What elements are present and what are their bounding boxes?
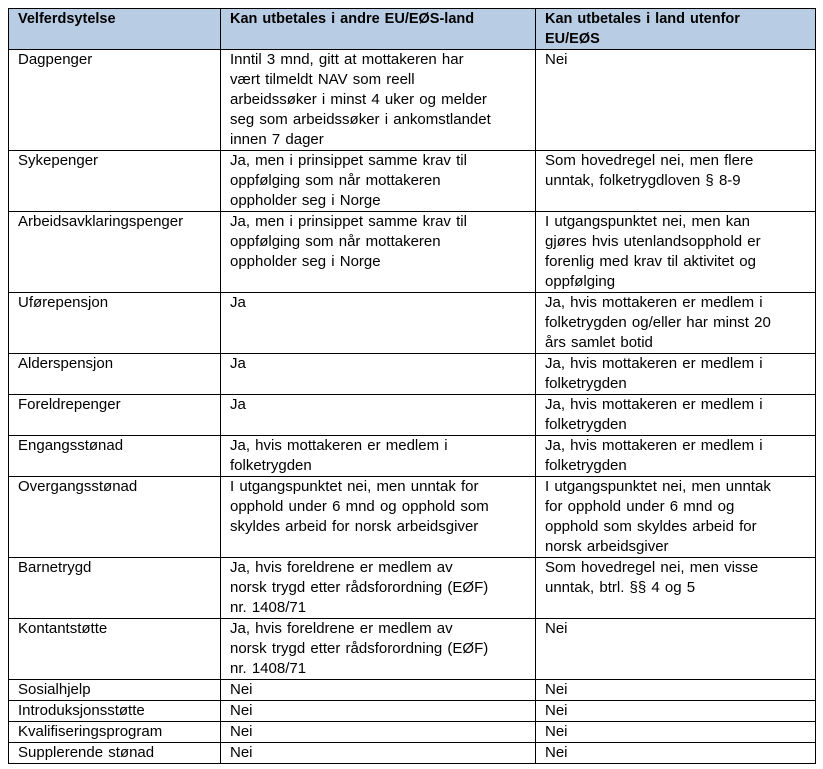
table-row: [9, 680, 816, 701]
eu-eos-rule: Nei: [230, 723, 253, 740]
benefit-name: Barnetrygd: [18, 559, 92, 576]
outside-eu-eos-cell: [536, 619, 816, 680]
eu-eos-cell: [221, 619, 536, 680]
eu-eos-cell: [221, 354, 536, 395]
outside-eu-eos-cell: [536, 395, 816, 436]
outside-eu-eos-rule: Nei: [545, 702, 568, 719]
header-row: [9, 9, 816, 50]
table-row: [9, 558, 816, 619]
eu-eos-cell: [221, 558, 536, 619]
table-row: [9, 701, 816, 722]
outside-eu-eos-rule: Nei: [545, 723, 568, 740]
benefit-name: Alderspensjon: [18, 355, 114, 372]
table-body: [9, 50, 816, 764]
column-header-label: Kan utbetales i andre EU/EØS-land: [230, 11, 475, 27]
benefit-cell: [9, 477, 221, 558]
column-header-label: Kan utbetales i land utenfor EU/EØS: [545, 11, 740, 47]
benefit-name: Kontantstøtte: [18, 620, 108, 637]
eu-eos-cell: [221, 701, 536, 722]
outside-eu-eos-rule: Nei: [545, 620, 568, 637]
table-row: [9, 354, 816, 395]
eu-eos-rule: Ja: [230, 294, 246, 311]
eu-eos-cell: [221, 722, 536, 743]
table-row: [9, 151, 816, 212]
outside-eu-eos-cell: [536, 293, 816, 354]
outside-eu-eos-rule: Ja, hvis mottakeren er medlem i folketrygden: [545, 355, 763, 392]
eu-eos-rule: Ja, hvis foreldrene er medlem av norsk trygd etter rådsforordning (EØF) nr. 1408/71: [230, 620, 489, 677]
outside-eu-eos-rule: Ja, hvis mottakeren er medlem i folketrygden: [545, 396, 763, 433]
outside-eu-eos-cell: [536, 212, 816, 293]
benefit-name: Sosialhjelp: [18, 681, 91, 698]
table-row: [9, 293, 816, 354]
outside-eu-eos-cell: [536, 743, 816, 764]
benefit-cell: [9, 293, 221, 354]
benefit-cell: [9, 50, 221, 151]
column-header-label: Velferdsytelse: [18, 11, 116, 27]
benefits-table: [8, 8, 816, 764]
eu-eos-rule: Nei: [230, 702, 253, 719]
table-row: [9, 743, 816, 764]
eu-eos-cell: [221, 743, 536, 764]
table-row: [9, 477, 816, 558]
outside-eu-eos-rule: I utgangspunktet nei, men kan gjøres hvis utenlandsopphold er forenlig med krav til aktivitet og oppfølging: [545, 213, 761, 290]
outside-eu-eos-cell: [536, 50, 816, 151]
eu-eos-cell: [221, 477, 536, 558]
benefit-cell: [9, 151, 221, 212]
outside-eu-eos-rule: I utgangspunktet nei, men unntak for opphold under 6 mnd og opphold som skyldes arbeid for norsk arbeidsgiver: [545, 478, 771, 555]
eu-eos-cell: [221, 293, 536, 354]
benefit-name: Supplerende stønad: [18, 744, 155, 761]
column-header-eu-eos: [221, 9, 536, 50]
eu-eos-rule: Inntil 3 mnd, gitt at mottakeren har vært tilmeldt NAV som reell arbeidssøker i minst 4 uker og melder seg som arbeidssøker i ankomstlandet innen 7 dager: [230, 51, 491, 148]
outside-eu-eos-rule: Som hovedregel nei, men visse unntak, btrl. §§ 4 og 5: [545, 559, 759, 596]
eu-eos-rule: Ja, hvis mottakeren er medlem i folketrygden: [230, 437, 448, 474]
benefit-cell: [9, 212, 221, 293]
column-header-benefit: [9, 9, 221, 50]
benefit-name: Arbeidsavklaringspenger: [18, 213, 184, 230]
benefit-cell: [9, 680, 221, 701]
benefit-name: Dagpenger: [18, 51, 93, 68]
benefit-name: Sykepenger: [18, 152, 99, 169]
eu-eos-rule: Nei: [230, 744, 253, 761]
benefit-name: Uførepensjon: [18, 294, 109, 311]
outside-eu-eos-rule: Nei: [545, 681, 568, 698]
outside-eu-eos-cell: [536, 558, 816, 619]
outside-eu-eos-cell: [536, 680, 816, 701]
eu-eos-rule: Ja, hvis foreldrene er medlem av norsk trygd etter rådsforordning (EØF) nr. 1408/71: [230, 559, 489, 616]
outside-eu-eos-cell: [536, 701, 816, 722]
benefit-name: Introduksjonsstøtte: [18, 702, 145, 719]
outside-eu-eos-cell: [536, 151, 816, 212]
eu-eos-cell: [221, 395, 536, 436]
eu-eos-rule: Ja: [230, 396, 246, 413]
eu-eos-cell: [221, 50, 536, 151]
eu-eos-rule: Ja, men i prinsippet samme krav til oppfølging som når mottakeren oppholder seg i Norge: [230, 213, 467, 270]
table-row: [9, 722, 816, 743]
eu-eos-rule: Ja: [230, 355, 246, 372]
benefit-cell: [9, 701, 221, 722]
eu-eos-rule: Nei: [230, 681, 253, 698]
benefit-cell: [9, 619, 221, 680]
eu-eos-rule: I utgangspunktet nei, men unntak for opphold under 6 mnd og opphold som skyldes arbeid for norsk arbeidsgiver: [230, 478, 489, 535]
outside-eu-eos-rule: Nei: [545, 744, 568, 761]
outside-eu-eos-cell: [536, 477, 816, 558]
benefit-cell: [9, 558, 221, 619]
outside-eu-eos-cell: [536, 354, 816, 395]
eu-eos-cell: [221, 151, 536, 212]
eu-eos-cell: [221, 436, 536, 477]
benefit-cell: [9, 395, 221, 436]
benefit-name: Overgangsstønad: [18, 478, 138, 495]
table-header: [9, 9, 816, 50]
eu-eos-rule: Ja, men i prinsippet samme krav til oppfølging som når mottakeren oppholder seg i Norge: [230, 152, 467, 209]
table-row: [9, 436, 816, 477]
eu-eos-cell: [221, 212, 536, 293]
benefit-cell: [9, 743, 221, 764]
benefit-name: Foreldrepenger: [18, 396, 121, 413]
table-row: [9, 395, 816, 436]
outside-eu-eos-rule: Nei: [545, 51, 568, 68]
outside-eu-eos-cell: [536, 436, 816, 477]
benefit-cell: [9, 354, 221, 395]
column-header-outside-eu-eos: [536, 9, 816, 50]
table-row: [9, 212, 816, 293]
outside-eu-eos-rule: Som hovedregel nei, men flere unntak, folketrygdloven § 8-9: [545, 152, 754, 189]
table-row: [9, 50, 816, 151]
outside-eu-eos-cell: [536, 722, 816, 743]
table-row: [9, 619, 816, 680]
outside-eu-eos-rule: Ja, hvis mottakeren er medlem i folketrygden: [545, 437, 763, 474]
benefit-cell: [9, 722, 221, 743]
benefit-name: Engangsstønad: [18, 437, 124, 454]
outside-eu-eos-rule: Ja, hvis mottakeren er medlem i folketrygden og/eller har minst 20 års samlet botid: [545, 294, 771, 351]
eu-eos-cell: [221, 680, 536, 701]
benefit-name: Kvalifiseringsprogram: [18, 723, 163, 740]
benefit-cell: [9, 436, 221, 477]
